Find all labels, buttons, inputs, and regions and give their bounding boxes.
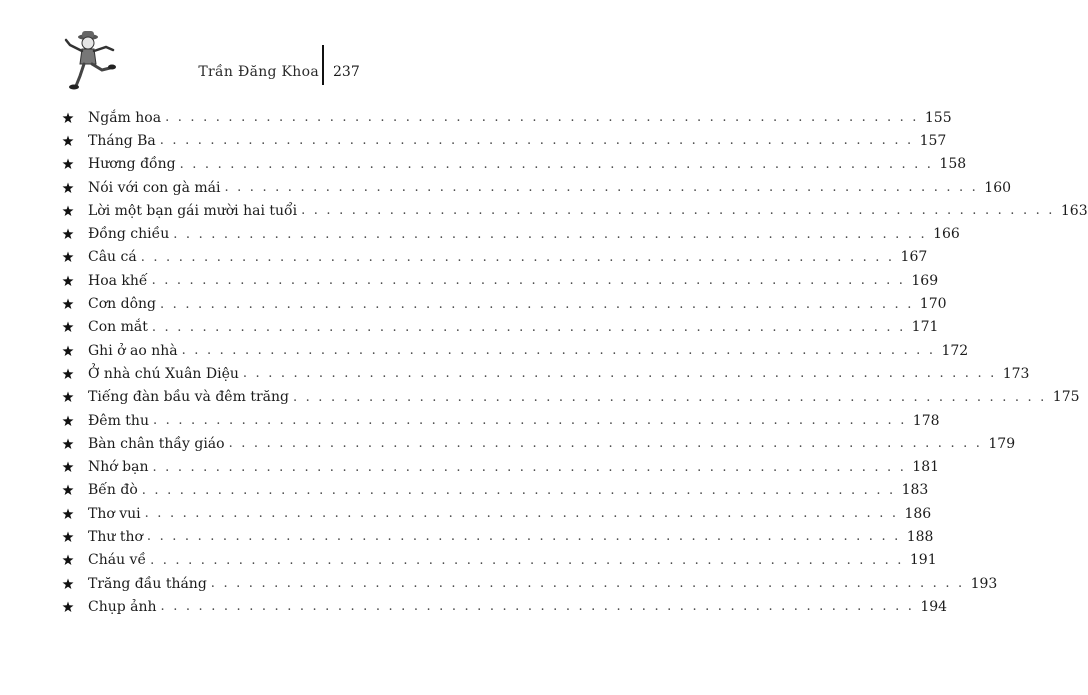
toc-entry-page: 171 — [911, 319, 939, 336]
toc-entry-title: Bàn chân thầy giáo — [88, 435, 225, 452]
dot-leader: . . . . . . . . . . . . . . . . . . . . . . . . . . . . . . . . . . . . . . . . . . . . . . . . . . . . . . . . . . . . — [141, 482, 896, 498]
toc-entry — [62, 176, 1012, 199]
toc-entry-title: Chụp ảnh — [88, 598, 157, 615]
star-bullet-icon — [62, 484, 78, 496]
toc-entry-page: 186 — [904, 505, 932, 522]
toc-entry-page: 179 — [988, 435, 1016, 452]
dot-leader: . . . . . . . . . . . . . . . . . . . . . . . . . . . . . . . . . . . . . . . . . . . . . . . . . . . . . . . . . . . . — [242, 366, 997, 382]
toc-entry — [62, 199, 1088, 222]
toc-entry-title: Con mắt — [88, 319, 148, 336]
toc-entry-title: Trăng đầu tháng — [88, 575, 207, 592]
dot-leader: . . . . . . . . . . . . . . . . . . . . . . . . . . . . . . . . . . . . . . . . . . . . . . . . . . . . . . . . . . . . — [160, 599, 915, 615]
header-divider — [322, 45, 324, 85]
toc-entry-title: Tiếng đàn bầu và đêm trăng — [88, 389, 289, 406]
toc-entry — [62, 455, 940, 478]
toc-entry-title: Tháng Ba — [88, 132, 156, 149]
dot-leader: . . . . . . . . . . . . . . . . . . . . . . . . . . . . . . . . . . . . . . . . . . . . . . . . . . . . . . . . . . . . — [159, 133, 914, 149]
toc-entry-title: Cháu về — [88, 552, 147, 569]
toc-entry — [62, 106, 952, 129]
dot-leader: . . . . . . . . . . . . . . . . . . . . . . . . . . . . . . . . . . . . . . . . . . . . . . . . . . . . . . . . . . . . — [181, 343, 936, 359]
toc-entry-title: Nhớ bạn — [88, 459, 149, 476]
toc-entry-page: 172 — [941, 342, 969, 359]
child-figure-illustration — [58, 28, 122, 92]
dot-leader: . . . . . . . . . . . . . . . . . . . . . . . . . . . . . . . . . . . . . . . . . . . . . . . . . . . . . . . . . . . . — [146, 529, 901, 545]
star-bullet-icon — [62, 251, 78, 263]
toc-entry-page: 157 — [919, 132, 947, 149]
dot-leader: . . . . . . . . . . . . . . . . . . . . . . . . . . . . . . . . . . . . . . . . . . . . . . . . . . . . . . . . . . . . — [165, 110, 919, 126]
toc-entry-title: Thư thơ — [88, 528, 143, 545]
dot-leader: . . . . . . . . . . . . . . . . . . . . . . . . . . . . . . . . . . . . . . . . . . . . . . . . . . . . . . . . . . . . — [224, 180, 979, 196]
toc-entry-page: 193 — [970, 575, 998, 592]
dot-leader: . . . . . . . . . . . . . . . . . . . . . . . . . . . . . . . . . . . . . . . . . . . . . . . . . . . . . . . . . . . . — [228, 436, 983, 452]
star-bullet-icon — [62, 508, 78, 520]
toc-entry — [62, 269, 939, 292]
toc-entry-page: 178 — [912, 412, 940, 429]
page-number: 237 — [333, 64, 360, 80]
toc-entry-page: 183 — [901, 482, 929, 499]
dot-leader: . . . . . . . . . . . . . . . . . . . . . . . . . . . . . . . . . . . . . . . . . . . . . . . . . . . . . . . . . . . . — [179, 156, 934, 172]
star-bullet-icon — [62, 345, 78, 357]
star-bullet-icon — [62, 135, 78, 147]
toc-entry — [62, 502, 932, 525]
toc-entry-title: Hương đồng — [88, 156, 176, 173]
star-bullet-icon — [62, 578, 78, 590]
dot-leader: . . . . . . . . . . . . . . . . . . . . . . . . . . . . . . . . . . . . . . . . . . . . . . . . . . . . . . . . . . . . — [144, 506, 899, 522]
star-bullet-icon — [62, 228, 78, 240]
toc-entry — [62, 525, 934, 548]
toc-entry-page: 191 — [909, 552, 937, 569]
toc-entry — [62, 432, 1016, 455]
toc-entry-title: Ngắm hoa — [88, 109, 162, 126]
toc-entry-page: 173 — [1002, 365, 1030, 382]
toc-entry-title: Nói với con gà mái — [88, 179, 221, 196]
table-of-contents — [62, 106, 1088, 619]
dot-leader: . . . . . . . . . . . . . . . . . . . . . . . . . . . . . . . . . . . . . . . . . . . . . . . . . . . . . . . . . . . . — [140, 249, 895, 265]
toc-entry-page: 163 — [1060, 202, 1088, 219]
toc-entry-page: 175 — [1052, 389, 1080, 406]
dot-leader: . . . . . . . . . . . . . . . . . . . . . . . . . . . . . . . . . . . . . . . . . . . . . . . . . . . . . . . . . . . . — [159, 296, 914, 312]
star-bullet-icon — [62, 112, 78, 124]
toc-entry — [62, 595, 948, 618]
toc-entry-page: 194 — [920, 598, 948, 615]
toc-entry — [62, 292, 947, 315]
star-bullet-icon — [62, 182, 78, 194]
toc-entry — [62, 409, 940, 432]
dot-leader: . . . . . . . . . . . . . . . . . . . . . . . . . . . . . . . . . . . . . . . . . . . . . . . . . . . . . . . . . . . . — [152, 413, 907, 428]
dot-leader: . . . . . . . . . . . . . . . . . . . . . . . . . . . . . . . . . . . . . . . . . . . . . . . . . . . . . . . . . . . . — [150, 552, 904, 568]
dot-leader: . . . . . . . . . . . . . . . . . . . . . . . . . . . . . . . . . . . . . . . . . . . . . . . . . . . . . . . . . . . . — [151, 273, 906, 289]
star-bullet-icon — [62, 298, 78, 310]
toc-entry — [62, 339, 969, 362]
star-bullet-icon — [62, 438, 78, 450]
toc-entry — [62, 246, 928, 269]
toc-entry — [62, 153, 967, 176]
toc-entry — [62, 479, 929, 502]
dot-leader: . . . . . . . . . . . . . . . . . . . . . . . . . . . . . . . . . . . . . . . . . . . . . . . . . . . . . . . . . . . . — [292, 389, 1047, 405]
toc-entry-title: Đồng chiều — [88, 226, 170, 243]
dot-leader: . . . . . . . . . . . . . . . . . . . . . . . . . . . . . . . . . . . . . . . . . . . . . . . . . . . . . . . . . . . . — [152, 459, 907, 475]
toc-entry-page: 166 — [933, 226, 960, 243]
star-bullet-icon — [62, 275, 78, 287]
toc-entry-title: Câu cá — [88, 249, 137, 266]
toc-entry — [62, 222, 960, 245]
toc-entry — [62, 572, 998, 595]
toc-entry-title: Đêm thu — [88, 412, 149, 429]
toc-entry-title: Hoa khế — [88, 272, 148, 289]
toc-entry — [62, 549, 937, 572]
author-name: Trần Đăng Khoa — [198, 64, 319, 80]
toc-entry-title: Cơn dông — [88, 296, 156, 313]
dot-leader: . . . . . . . . . . . . . . . . . . . . . . . . . . . . . . . . . . . . . . . . . . . . . . . . . . . . . . . . . . . . — [173, 226, 927, 242]
toc-entry — [62, 386, 1080, 409]
toc-entry-page: 188 — [906, 528, 934, 545]
toc-entry-title: Lời một bạn gái mười hai tuổi — [88, 202, 298, 219]
star-bullet-icon — [62, 391, 78, 403]
toc-entry-page: 160 — [984, 179, 1012, 196]
toc-entry-page: 155 — [924, 109, 952, 126]
toc-entry-title: Thơ vui — [88, 505, 141, 522]
toc-entry — [62, 362, 1030, 385]
star-bullet-icon — [62, 205, 78, 217]
toc-entry-page: 170 — [919, 296, 947, 313]
star-bullet-icon — [62, 531, 78, 543]
toc-entry-title: Bến đò — [88, 482, 138, 499]
toc-entry-title: Ghi ở ao nhà — [88, 342, 178, 359]
toc-entry-page: 181 — [912, 459, 940, 476]
toc-entry — [62, 129, 947, 152]
toc-entry-page: 167 — [900, 249, 928, 266]
star-bullet-icon — [62, 415, 78, 427]
dot-leader: . . . . . . . . . . . . . . . . . . . . . . . . . . . . . . . . . . . . . . . . . . . . . . . . . . . . . . . . . . . . — [151, 319, 906, 335]
star-bullet-icon — [62, 601, 78, 613]
dot-leader: . . . . . . . . . . . . . . . . . . . . . . . . . . . . . . . . . . . . . . . . . . . . . . . . . . . . . . . . . . . . — [301, 203, 1055, 219]
star-bullet-icon — [62, 461, 78, 473]
toc-entry-title: Ở nhà chú Xuân Diệu — [88, 365, 239, 382]
dot-leader: . . . . . . . . . . . . . . . . . . . . . . . . . . . . . . . . . . . . . . . . . . . . . . . . . . . . . . . . . . . . — [210, 576, 965, 592]
page-header — [0, 0, 412, 100]
star-bullet-icon — [62, 321, 78, 333]
toc-entry — [62, 316, 939, 339]
star-bullet-icon — [62, 368, 78, 380]
star-bullet-icon — [62, 554, 78, 566]
star-bullet-icon — [62, 158, 78, 170]
toc-entry-page: 158 — [939, 156, 967, 173]
toc-entry-page: 169 — [911, 272, 939, 289]
